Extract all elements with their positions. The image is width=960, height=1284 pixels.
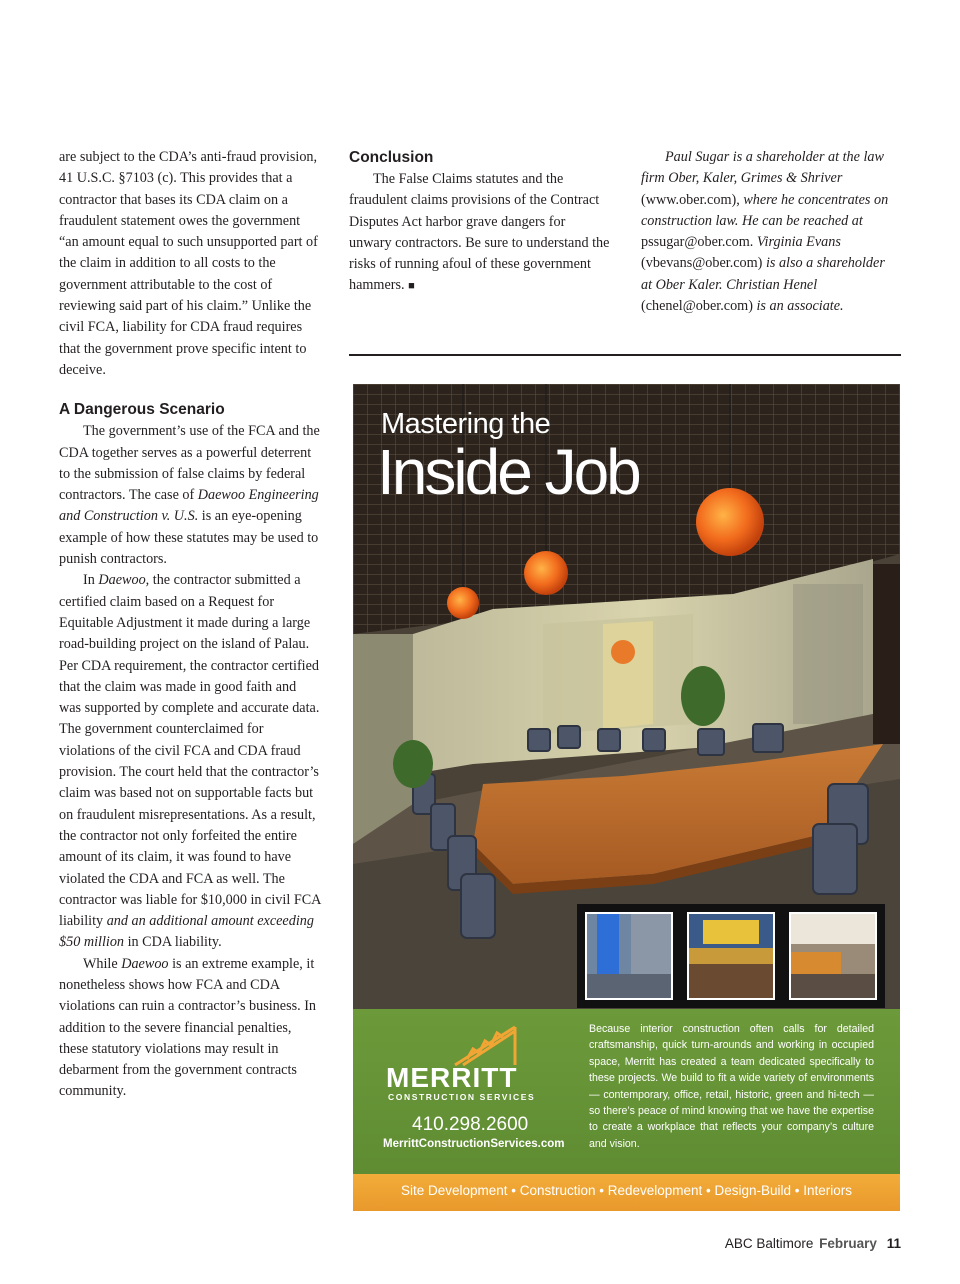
email-chenel[interactable]: (chenel@ober.com)	[641, 298, 753, 315]
paragraph-deterrent: The government’s use of the FCA and the CDA together serves as a powerful deterrent to the submission of false claims by federal contractors. The case of Daewoo Engineering and Construction v. U.S. is an eye-opening example of how these statutes may be used to punish contractors.	[59, 423, 320, 568]
merritt-advertisement[interactable]	[353, 384, 900, 1211]
paragraph-fraud-provision: are subject to the CDA’s anti-fraud provision, 41 U.S.C. §7103 (c). This provides that a contractor that bases its CDA claim on a fraudulent statement owes the government “an amount equal to such unsupported part of the claim in addition to all costs to the government attributable to the cost of reviewing said part of his claim.” Unlike the civil FCA, liability for CDA fraud requires that the government prove specific intent to deceive.	[59, 149, 318, 378]
ad-body-copy: Because interior construction often calls for detailed craftsmanship, quick turn-arounds and working in occupied space, Merritt has created a team dedicated specifically to these projects. We build to fit a wide variety of environments — contemporary, office, retail, historic, green and hi-tech — so there’s peace of mind knowing that we have the expertise to create a workplace that reflects your company’s culture and vision.	[589, 1023, 874, 1150]
ad-title-line2: Inside Job	[377, 436, 639, 508]
email-psugar[interactable]: pssugar@ober.com.	[641, 234, 754, 251]
page-footer	[725, 1236, 901, 1251]
merritt-logo: MERRITT	[386, 1062, 518, 1093]
paragraph-conclusion: The False Claims statutes and the fraudulent claims provisions of the Contract Disputes Act harbor grave dangers for unwary contractors. Be sure to understand the risks of running afoul of these government hammers. ■	[349, 171, 610, 294]
page-number: 11	[886, 1236, 901, 1251]
thumbnail-blue-office	[585, 912, 673, 1000]
end-mark-icon: ■	[408, 280, 415, 293]
article-middle-column	[349, 148, 611, 298]
merritt-logo-subtitle: CONSTRUCTION SERVICES	[388, 1092, 536, 1102]
ad-title-line1: Mastering the	[381, 408, 551, 440]
author-bio: Paul Sugar is a shareholder at the law firm Ober, Kaler, Grimes & Shriver (www.ober.com), where he concentrates on construction law. He can be reached at pssugar@ober.com. Virginia Evans (vbevans@ober.com) is also a shareholder at Ober Kaler. Christian Henel (chenel@ober.com) is an associate.	[641, 149, 889, 315]
thumbnail-kitchen	[789, 912, 877, 1000]
ad-services-bar	[353, 1174, 900, 1211]
publication-name: ABC Baltimore	[724, 1236, 814, 1251]
heading-conclusion: Conclusion	[349, 149, 434, 166]
ad-services-list: Site Development • Construction • Redevelopment • Design-Build • Interiors	[400, 1183, 853, 1198]
email-vbevans[interactable]: (vbevans@ober.com)	[641, 255, 763, 272]
ad-phone-number[interactable]: 410.298.2600	[412, 1114, 529, 1135]
ad-website-link[interactable]: MerrittConstructionServices.com	[383, 1138, 565, 1150]
link-ober-site[interactable]: (www.ober.com),	[641, 191, 740, 208]
thumbnail-classroom	[687, 912, 775, 1000]
article-left-column	[59, 147, 321, 1103]
issue-month: February	[819, 1236, 877, 1251]
section-divider	[349, 354, 901, 356]
paragraph-daewoo-case: In Daewoo, the contractor submitted a certified claim based on a Request for Equitable Adjustment it made during a large road-building project on the island of Palau. Per CDA requirement, the contractor certified that the claim was made in good faith and was supported by complete and accurate data. The government counterclaimed for violations of the civil FCA and CDA fraud provision. The court held that the contractor’s claim was based not on supportable facts but on fraudulent misrepresentations. As a result, the contractor not only forfeited the entire amount of its claim, it was found to have violated the CDA and FCA as well. The contractor was liable for $10,000 in civil FCA liability and an additional amount exceeding $50 million in CDA liability.	[59, 572, 321, 951]
heading-dangerous-scenario: A Dangerous Scenario	[59, 401, 225, 419]
paragraph-extreme-example: While Daewoo is an extreme example, it nonetheless shows how FCA and CDA violations can ruin a contractor’s business. In addition to the severe financial penalties, these statutory violations may result in debarment from the government contracts community.	[59, 955, 317, 1100]
thumbnail-strip	[577, 904, 885, 1008]
ad-contact-panel	[353, 1009, 900, 1174]
